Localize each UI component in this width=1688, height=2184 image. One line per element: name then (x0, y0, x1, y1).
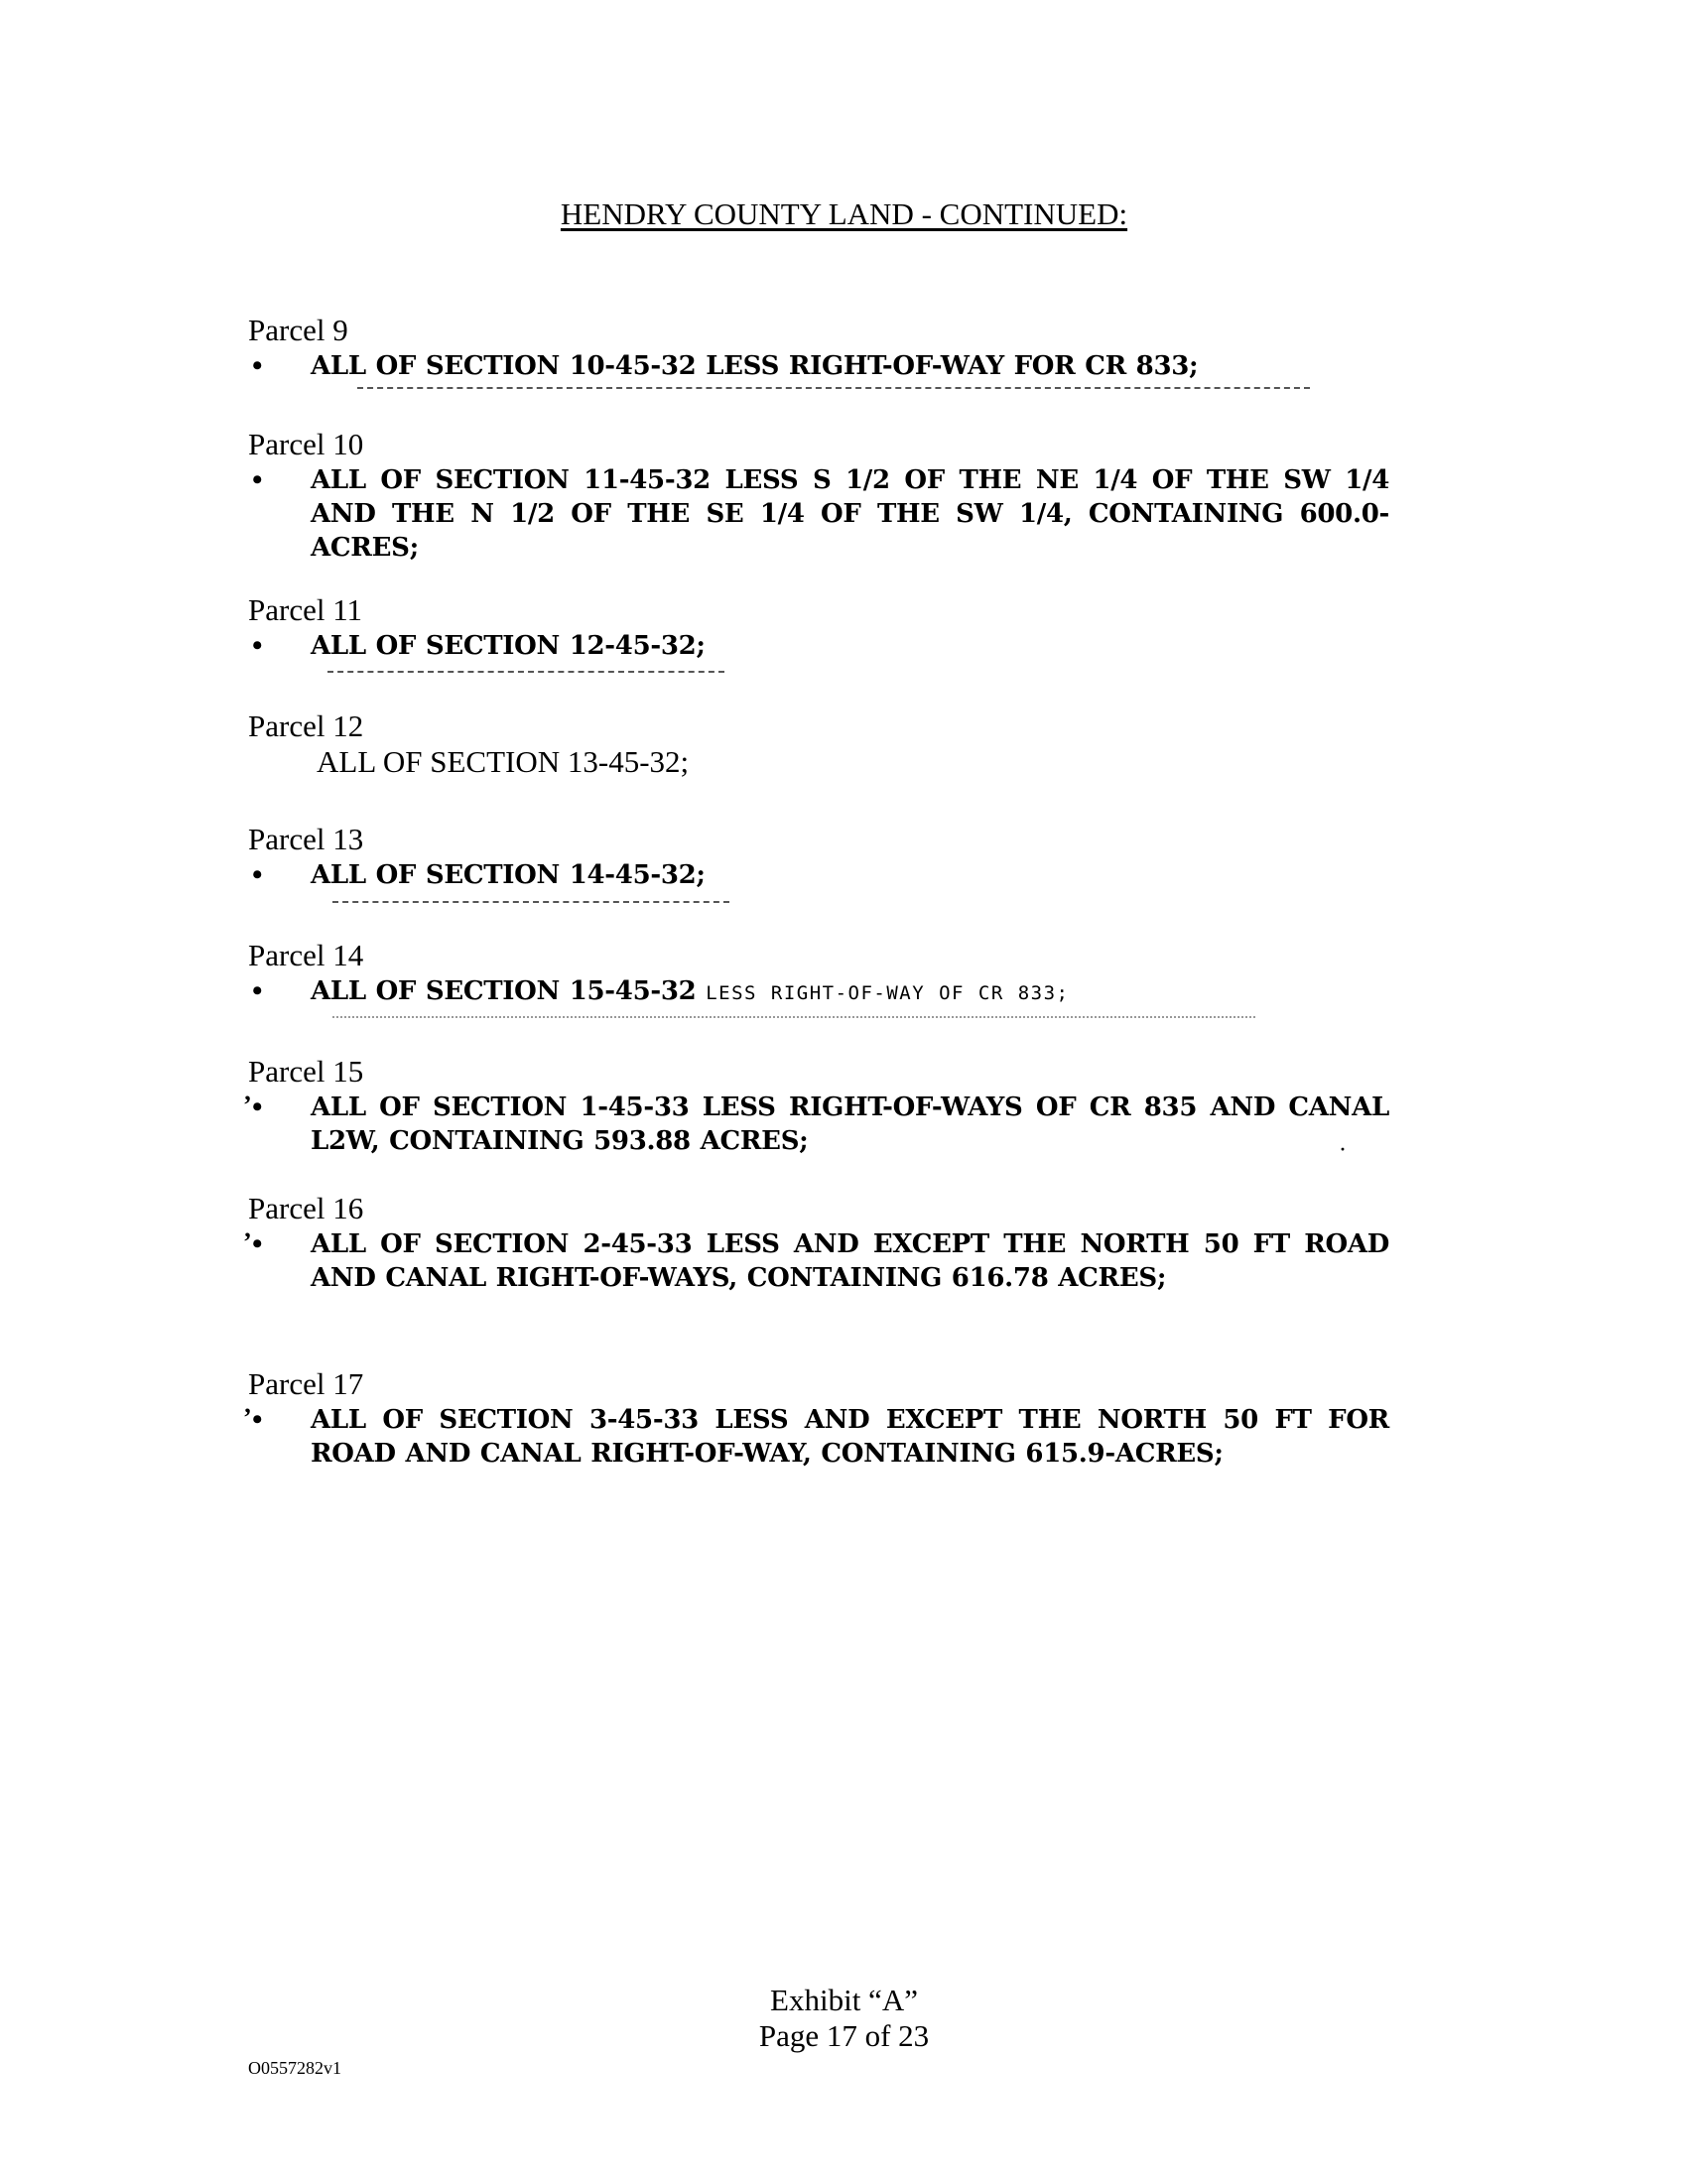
parcel-text: ALL OF SECTION 14-45-32; (311, 860, 706, 890)
parcel-16 (248, 1191, 1389, 1295)
bullet: • (252, 974, 263, 1007)
parcel-text-main: ALL OF SECTION 15-45-32 (311, 976, 697, 1006)
bullet: • (252, 463, 263, 496)
parcel-text: ALL OF SECTION 1-45-33 LESS RIGHT-OF-WAYS OF CR 835 AND CANAL L2W, CONTAINING 593.88 ACRES; (311, 1092, 1389, 1156)
page-heading: HENDRY COUNTY LAND - CONTINUED: (560, 196, 1128, 231)
scan-artifact-line (327, 671, 724, 673)
parcel-description (248, 349, 1389, 383)
bullet: ’ • (252, 1091, 263, 1124)
parcel-label: Parcel 16 (248, 1191, 364, 1225)
scan-artifact-line (357, 387, 1310, 389)
bullet: ’ • (252, 1403, 263, 1437)
bullet: ’ • (252, 1227, 263, 1261)
parcel-text: ALL OF SECTION 3-45-33 LESS AND EXCEPT THE NORTH 50 FT FOR ROAD AND CANAL RIGHT-OF-WAY, CONTAINING 615.9-ACRES; (311, 1405, 1389, 1469)
parcel-label: Parcel 14 (248, 938, 364, 972)
parcel-description (248, 1227, 1389, 1295)
parcel-description (248, 629, 1389, 663)
parcel-description (248, 1091, 1389, 1158)
parcel-14 (248, 938, 1389, 1010)
parcel-17 (248, 1366, 1389, 1471)
parcel-label: Parcel 11 (248, 592, 363, 627)
parcel-15 (248, 1054, 1389, 1158)
page-number: Page 17 of 23 (758, 2018, 930, 2053)
document-id: O0557282v1 (248, 2058, 341, 2078)
parcel-9 (248, 313, 1389, 383)
page-footer (0, 1983, 1688, 2054)
parcel-text: ALL OF SECTION 12-45-32; (311, 631, 706, 661)
parcel-10 (248, 427, 1389, 565)
parcel-text: ALL OF SECTION 13-45-32; (317, 744, 690, 779)
scan-artifact-line (332, 1016, 1255, 1018)
parcel-text: ALL OF SECTION 2-45-33 LESS AND EXCEPT THE NORTH 50 FT ROAD AND CANAL RIGHT-OF-WAYS, CONTAINING 616.78 ACRES; (311, 1229, 1389, 1293)
parcel-description (248, 1403, 1389, 1471)
parcel-label: Parcel 15 (248, 1054, 364, 1089)
parcel-label: Parcel 12 (248, 708, 364, 743)
bullet: • (252, 858, 263, 891)
parcel-label: Parcel 13 (248, 822, 364, 856)
parcel-13 (248, 822, 1389, 892)
parcel-label: Parcel 17 (248, 1366, 364, 1401)
bullet: • (252, 349, 263, 382)
parcel-description (248, 974, 1389, 1010)
parcel-description (248, 463, 1389, 565)
parcel-description (248, 745, 1389, 779)
parcel-text-small: LESS RIGHT-OF-WAY OF CR 833; (706, 982, 1070, 1004)
scan-artifact-line (332, 901, 729, 903)
parcel-text: ALL OF SECTION 10-45-32 LESS RIGHT-OF-WAY FOR CR 833; (311, 351, 1199, 381)
parcel-description (248, 858, 1389, 892)
parcel-label: Parcel 10 (248, 427, 364, 461)
parcel-text (311, 974, 1389, 1010)
parcel-text: ALL OF SECTION 11-45-32 LESS S 1/2 OF THE NE 1/4 OF THE SW 1/4 AND THE N 1/2 OF THE SE 1/4 OF THE SW 1/4, CONTAINING 600.0-ACRES; (311, 465, 1389, 563)
bullet: • (252, 629, 263, 662)
parcel-12 (248, 708, 1389, 779)
parcel-11 (248, 592, 1389, 663)
scan-speck: · (1340, 1139, 1347, 1159)
parcel-label: Parcel 9 (248, 313, 348, 347)
exhibit-label: Exhibit “A” (770, 1983, 918, 2017)
